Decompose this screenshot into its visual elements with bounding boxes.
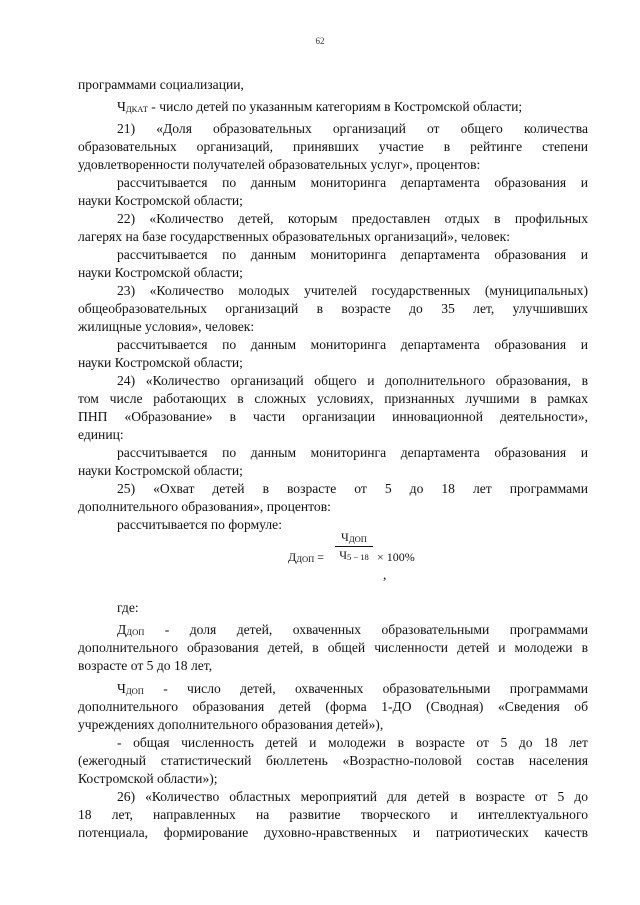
symbol-subscript: ДКАТ	[125, 104, 148, 114]
text-line: науки Костромской области;	[78, 355, 243, 370]
formula-lhs-subscript: ДОП	[296, 554, 315, 564]
text-line: 21) «Доля образовательных организаций от общего количества	[117, 121, 588, 136]
text-line: рассчитывается по данным мониторинга департамента образования и	[117, 445, 588, 460]
formula-comma: ,	[383, 567, 387, 582]
text-line: программами социализации,	[78, 77, 244, 92]
numerator-subscript: ДОП	[348, 534, 367, 544]
text-line: 26) «Количество областных мероприятий для детей в возрасте от 5 до	[117, 789, 588, 804]
text-line: том числе работающих в сложных условиях, признанных лучшими в рамках	[78, 391, 588, 406]
definition-text: - число детей, охваченных образовательными программами	[143, 681, 588, 696]
definition-text: - доля детей, охваченных образовательными программами	[144, 622, 588, 637]
text-line: рассчитывается по данным мониторинга департамента образования и	[117, 175, 588, 190]
formula-lhs	[288, 550, 324, 565]
text-line: дополнительного образования детей (форма 1-ДО (Сводная) «Сведения об	[78, 699, 588, 714]
text-line: 22) «Количество детей, которым предоставлен отдых в профильных	[117, 211, 588, 226]
text-line: (ежегодный статистический бюллетень «Возрастно-половой состав населения	[78, 753, 588, 768]
text-line: возрасте от 5 до 18 лет,	[78, 658, 213, 673]
text-line: где:	[117, 600, 139, 615]
text-line: рассчитывается по данным мониторинга департамента образования и	[117, 337, 588, 352]
text-line: образовательных организаций, принявших участие в рейтинге степени	[78, 139, 588, 154]
text-line: науки Костромской области;	[78, 193, 243, 208]
text-line: дополнительного образования», процентов:	[78, 499, 331, 514]
formula-fraction	[335, 530, 373, 563]
text-line: рассчитывается по формуле:	[117, 517, 282, 532]
text-line: - общая численность детей и молодежи в возрасте от 5 до 18 лет	[117, 735, 588, 750]
symbol: Д	[117, 622, 127, 637]
formula-numerator	[335, 530, 373, 547]
denominator-subscript: 5 − 18	[347, 552, 369, 562]
symbol-subscript: ДОП	[125, 686, 144, 696]
definition-text: - число детей по указанным категориям в Костромской области;	[147, 99, 523, 114]
text-line: рассчитывается по данным мониторинга департамента образования и	[117, 247, 588, 262]
text-line: лагерях на базе государственных образовательных организаций», человек:	[78, 229, 510, 244]
text-line: науки Костромской области;	[78, 265, 243, 280]
text-line: дополнительного образования детей, в общей численности детей и молодежи в	[78, 640, 588, 655]
numerator-symbol: Ч	[341, 530, 349, 544]
text-line: 24) «Количество организаций общего и дополнительного образования, в	[117, 373, 588, 388]
text-line: 18 лет, направленных на развитие творческого и интеллектуального	[78, 807, 588, 822]
formula-equals: =	[317, 550, 325, 564]
symbol-subscript: ДОП	[126, 627, 145, 637]
definition-line	[117, 622, 588, 639]
definition-line	[117, 99, 588, 116]
text-line: 25) «Охват детей в возрасте от 5 до 18 лет программами	[117, 481, 588, 496]
text-line: общеобразовательных организаций в возрасте до 35 лет, улучшивших	[78, 301, 588, 316]
formula-lhs-symbol: Д	[288, 550, 297, 564]
text-line: Костромской области»);	[78, 771, 218, 786]
text-line: удовлетворенности получателей образовательных услуг», процентов:	[78, 157, 481, 172]
text-line: 23) «Количество молодых учителей государственных (муниципальных)	[117, 283, 588, 298]
definition-line	[117, 681, 588, 698]
text-line: жилищные условия», человек:	[78, 319, 255, 334]
symbol: Ч	[117, 99, 126, 114]
denominator-symbol: Ч	[339, 548, 347, 562]
text-line: учреждениях дополнительного образования детей»),	[78, 717, 384, 732]
text-line: науки Костромской области;	[78, 463, 243, 478]
text-line: ПНП «Образование» в части организации инновационной деятельности»,	[78, 409, 588, 424]
formula-multiplier: × 100%	[377, 550, 415, 564]
formula-denominator	[335, 547, 373, 563]
symbol: Ч	[117, 681, 126, 696]
page-number: 62	[315, 36, 325, 46]
text-line: единиц:	[78, 427, 124, 442]
text-line: потенциала, формирование духовно-нравственных и патриотических качеств	[78, 825, 588, 840]
